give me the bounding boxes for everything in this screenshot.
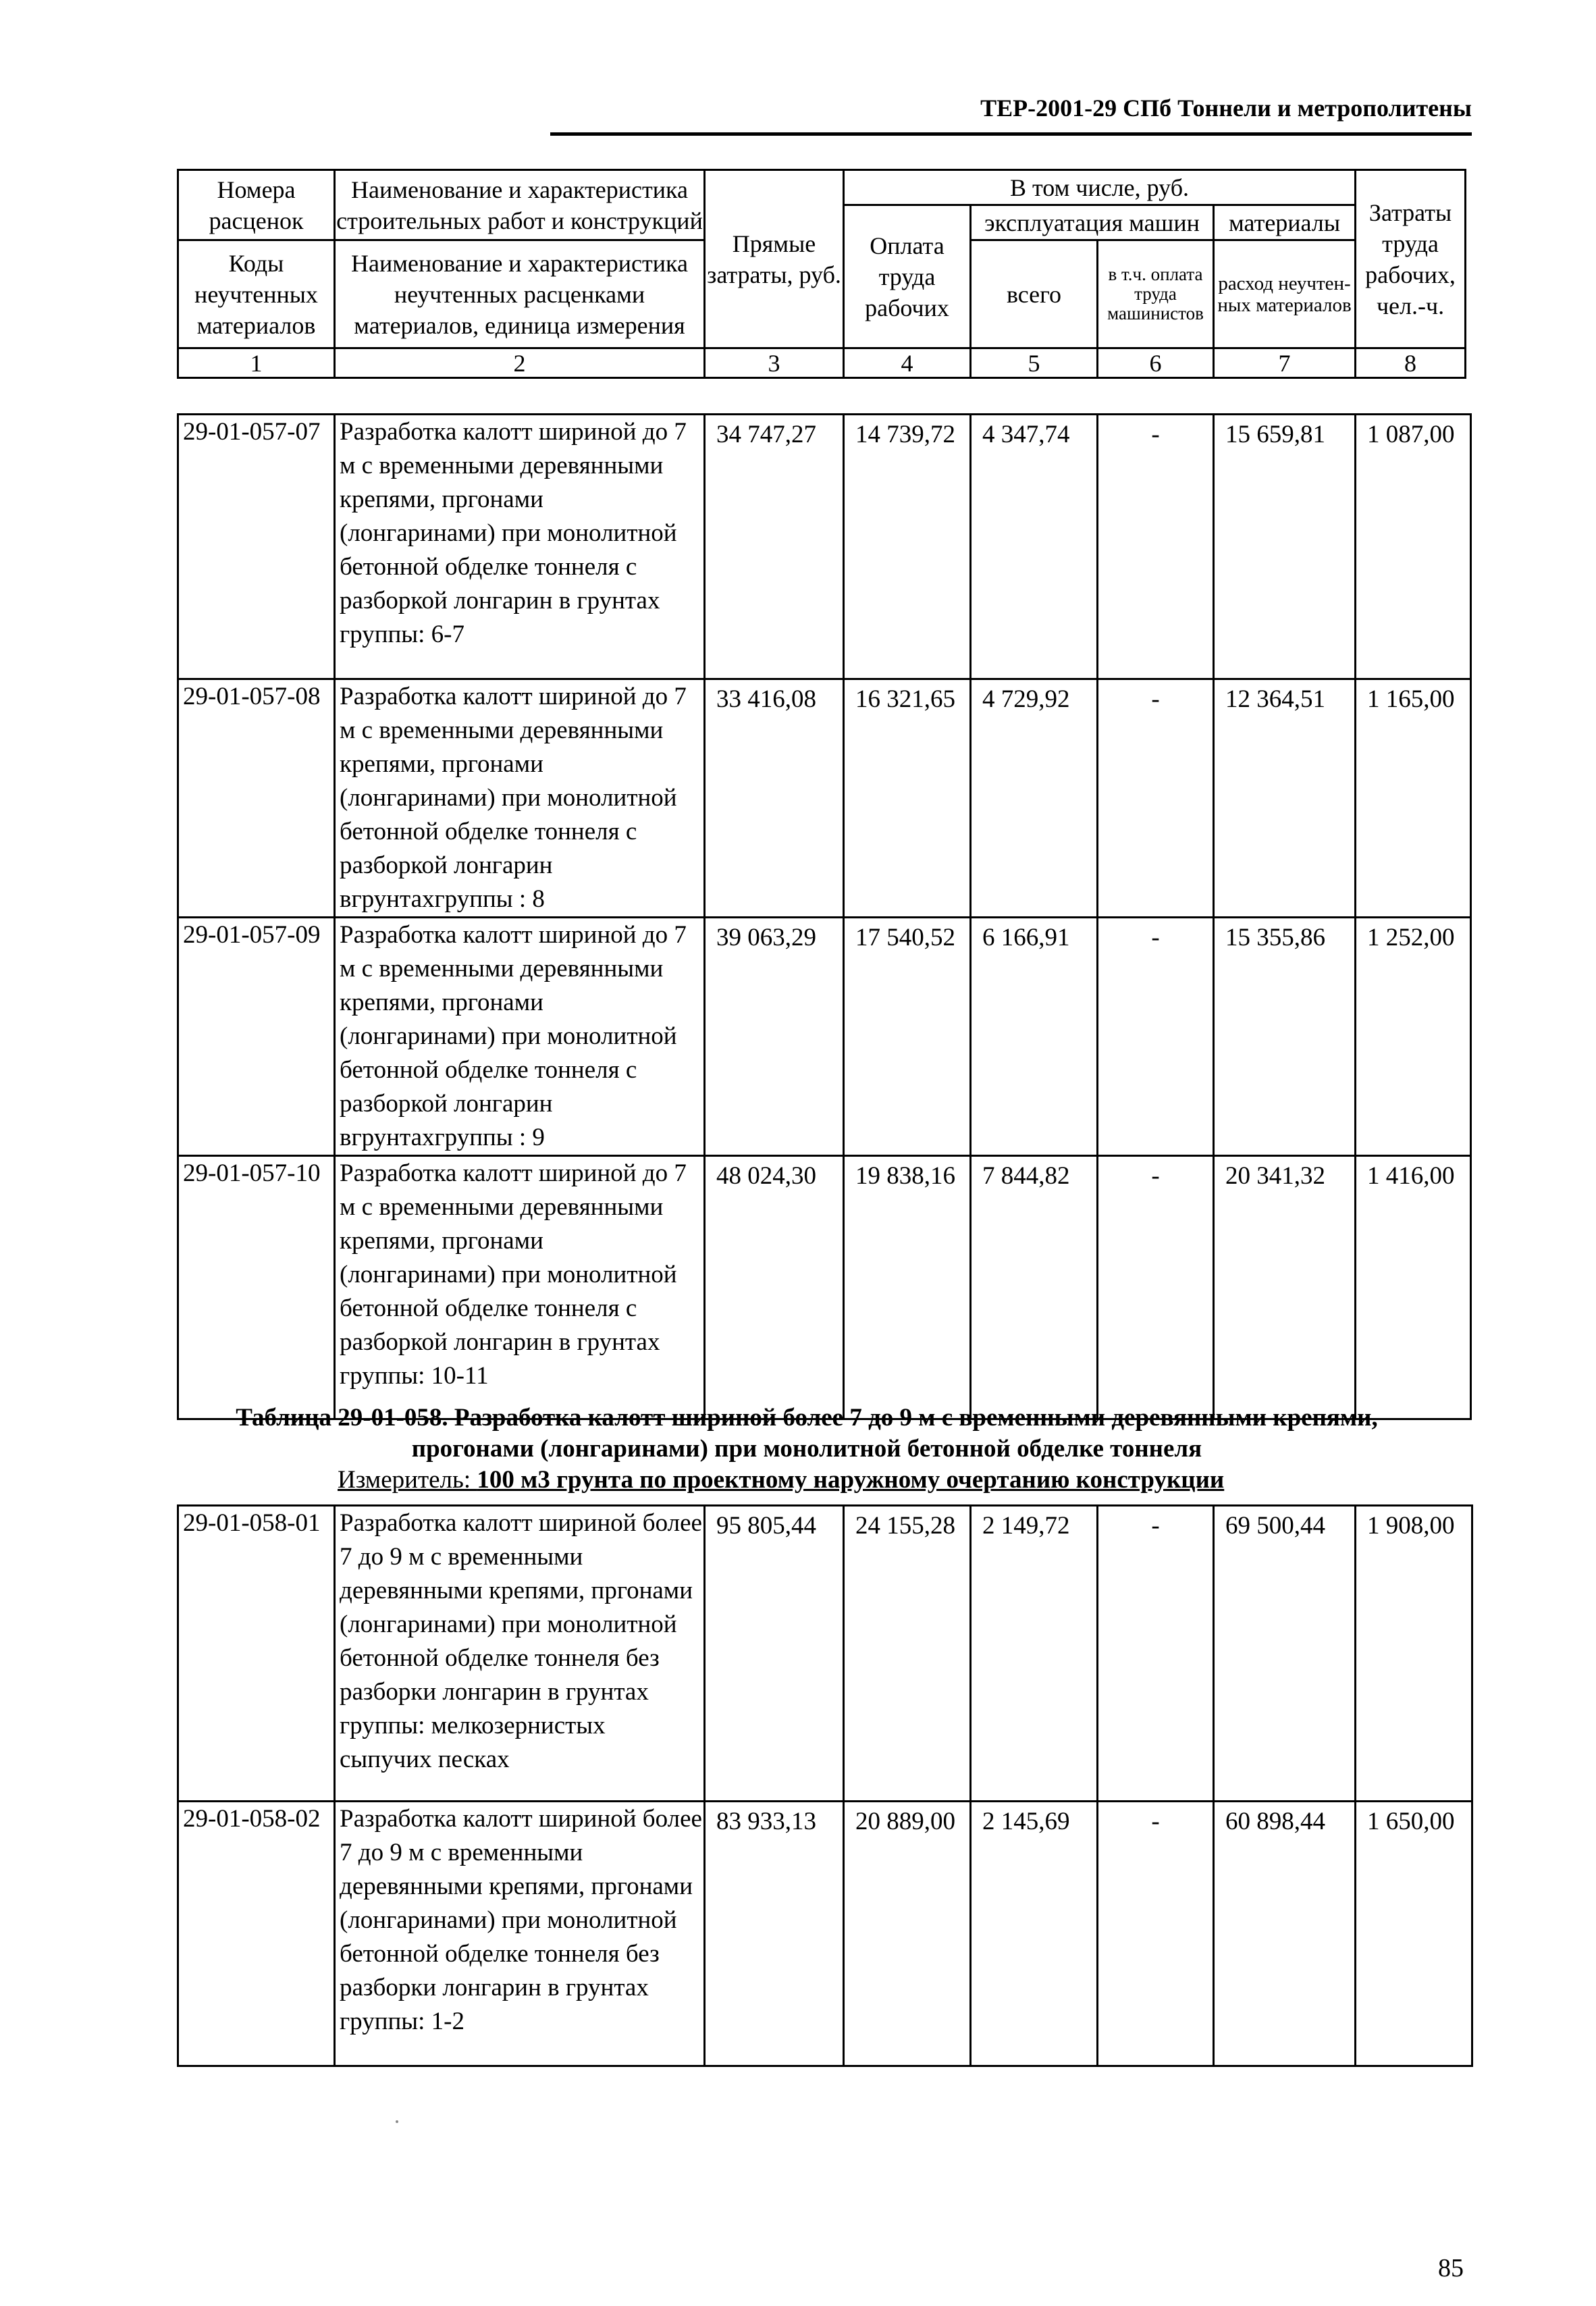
materials-group-header: материалы	[1214, 205, 1356, 240]
col1-bottom-header: Коды неучтенных материалов	[178, 240, 335, 348]
machines-total: 7 844,82	[971, 1156, 1098, 1419]
header-rule	[550, 132, 1472, 136]
work-name: Разработка калотт шириной более 7 до 9 м с временными деревянными крепями, пргонами (лонгаринами) при монолитной бетонной обделке тоннеля без разборки лонгарин в грунтах группы: мелкозернистых сыпучих песках	[335, 1506, 705, 1802]
document-title: ТЕР-2001-29 СПб Тоннели и метрополитены	[980, 95, 1472, 122]
labor-pay: 24 155,28	[844, 1506, 971, 1802]
materials-cost: 69 500,44	[1214, 1506, 1356, 1802]
col-number: 5	[971, 348, 1098, 378]
labor-hours: 1 650,00	[1356, 1802, 1472, 2066]
scan-speck	[396, 2120, 398, 2123]
table-caption-line1: Таблица 29-01-058. Разработка калотт шириной более 7 до 9 м с временными деревянными крепями,	[236, 1404, 1378, 1432]
labor-hours: 1 087,00	[1356, 415, 1471, 679]
col1-top-header: Номера расценок	[178, 170, 335, 240]
machinists-pay: -	[1098, 415, 1214, 679]
col4-header: Оплата труда рабочих	[844, 205, 971, 348]
materials-cost: 60 898,44	[1214, 1802, 1356, 2066]
col-number: 1	[178, 348, 335, 378]
col3-header: Прямые затраты, руб.	[705, 170, 844, 348]
col-number: 4	[844, 348, 971, 378]
labor-pay: 20 889,00	[844, 1802, 971, 2066]
rates-table-058	[177, 1504, 1473, 2067]
rate-code: 29-01-057-08	[178, 679, 335, 918]
rate-code: 29-01-057-07	[178, 415, 335, 679]
labor-pay: 14 739,72	[844, 415, 971, 679]
table-caption-line2: прогонами (лонгаринами) при монолитной бетонной обделке тоннеля	[411, 1435, 1202, 1463]
machinists-pay: -	[1098, 1802, 1214, 2066]
machines-total: 6 166,91	[971, 918, 1098, 1156]
table-row	[178, 679, 1471, 918]
col-number: 8	[1356, 348, 1466, 378]
direct-costs: 83 933,13	[705, 1802, 844, 2066]
direct-costs: 39 063,29	[705, 918, 844, 1156]
direct-costs: 48 024,30	[705, 1156, 844, 1419]
rate-code: 29-01-057-10	[178, 1156, 335, 1419]
machines-total: 2 145,69	[971, 1802, 1098, 2066]
work-name: Разработка калотт шириной до 7 м с временными деревянными крепями, пргонами (лонгаринами) при монолитной бетонной обделке тоннеля с разборкой лонгарин в грунтах группы: 10-11	[335, 1156, 705, 1419]
machinists-pay: -	[1098, 1156, 1214, 1419]
rate-code: 29-01-058-02	[178, 1802, 335, 2066]
including-group-header: В том числе, руб.	[844, 170, 1356, 205]
machines-total: 4 347,74	[971, 415, 1098, 679]
labor-hours: 1 416,00	[1356, 1156, 1471, 1419]
work-name: Разработка калотт шириной до 7 м с временными деревянными крепями, пргонами (лонгаринами) при монолитной бетонной обделке тоннеля с разборкой лонгарин вгрунтахгруппы : 9	[335, 918, 705, 1156]
measure-value: 100 м3 грунта по проектному наружному очертанию конструкции	[477, 1466, 1225, 1494]
labor-pay: 19 838,16	[844, 1156, 971, 1419]
rates-table-057	[177, 413, 1472, 1420]
col-number: 6	[1098, 348, 1214, 378]
col6-header: в т.ч. оплата труда машинистов	[1098, 240, 1214, 348]
machines-total: 4 729,92	[971, 679, 1098, 918]
labor-hours: 1 252,00	[1356, 918, 1471, 1156]
measure-unit	[338, 1464, 1224, 1496]
col7-header: расход неучтен-ных материалов	[1214, 240, 1356, 348]
col5-header: всего	[971, 240, 1098, 348]
table-row	[178, 1506, 1472, 1802]
machinists-pay: -	[1098, 918, 1214, 1156]
labor-hours: 1 908,00	[1356, 1506, 1472, 1802]
machines-total: 2 149,72	[971, 1506, 1098, 1802]
machinists-pay: -	[1098, 1506, 1214, 1802]
labor-hours: 1 165,00	[1356, 679, 1471, 918]
work-name: Разработка калотт шириной более 7 до 9 м с временными деревянными крепями, пргонами (лонгаринами) при монолитной бетонной обделке тоннеля без разборки лонгарин в грунтах группы: 1-2	[335, 1802, 705, 2066]
materials-cost: 12 364,51	[1214, 679, 1356, 918]
labor-pay: 17 540,52	[844, 918, 971, 1156]
direct-costs: 95 805,44	[705, 1506, 844, 1802]
col2-bottom-header: Наименование и характеристика неучтенных расценками материалов, единица измерения	[335, 240, 705, 348]
materials-cost: 15 659,81	[1214, 415, 1356, 679]
table-row	[178, 1156, 1471, 1419]
direct-costs: 33 416,08	[705, 679, 844, 918]
table-row	[178, 415, 1471, 679]
materials-cost: 15 355,86	[1214, 918, 1356, 1156]
rate-code: 29-01-057-09	[178, 918, 335, 1156]
col8-header: Затраты труда рабочих, чел.-ч.	[1356, 170, 1466, 348]
column-header-table	[177, 169, 1466, 379]
measure-label: Измеритель:	[338, 1466, 477, 1494]
machines-group-header: эксплуатация машин	[971, 205, 1214, 240]
page-number: 85	[1438, 2254, 1464, 2282]
labor-pay: 16 321,65	[844, 679, 971, 918]
direct-costs: 34 747,27	[705, 415, 844, 679]
machinists-pay: -	[1098, 679, 1214, 918]
work-name: Разработка калотт шириной до 7 м с временными деревянными крепями, пргонами (лонгаринами) при монолитной бетонной обделке тоннеля с разборкой лонгарин вгрунтахгруппы : 8	[335, 679, 705, 918]
col-number: 3	[705, 348, 844, 378]
col-number: 2	[335, 348, 705, 378]
table-row	[178, 918, 1471, 1156]
table-row	[178, 1802, 1472, 2066]
materials-cost: 20 341,32	[1214, 1156, 1356, 1419]
work-name: Разработка калотт шириной до 7 м с временными деревянными крепями, пргонами (лонгаринами) при монолитной бетонной обделке тоннеля с разборкой лонгарин в грунтах группы: 6-7	[335, 415, 705, 679]
col2-top-header: Наименование и характеристика строительных работ и конструкций	[335, 170, 705, 240]
rate-code: 29-01-058-01	[178, 1506, 335, 1802]
col-number: 7	[1214, 348, 1356, 378]
